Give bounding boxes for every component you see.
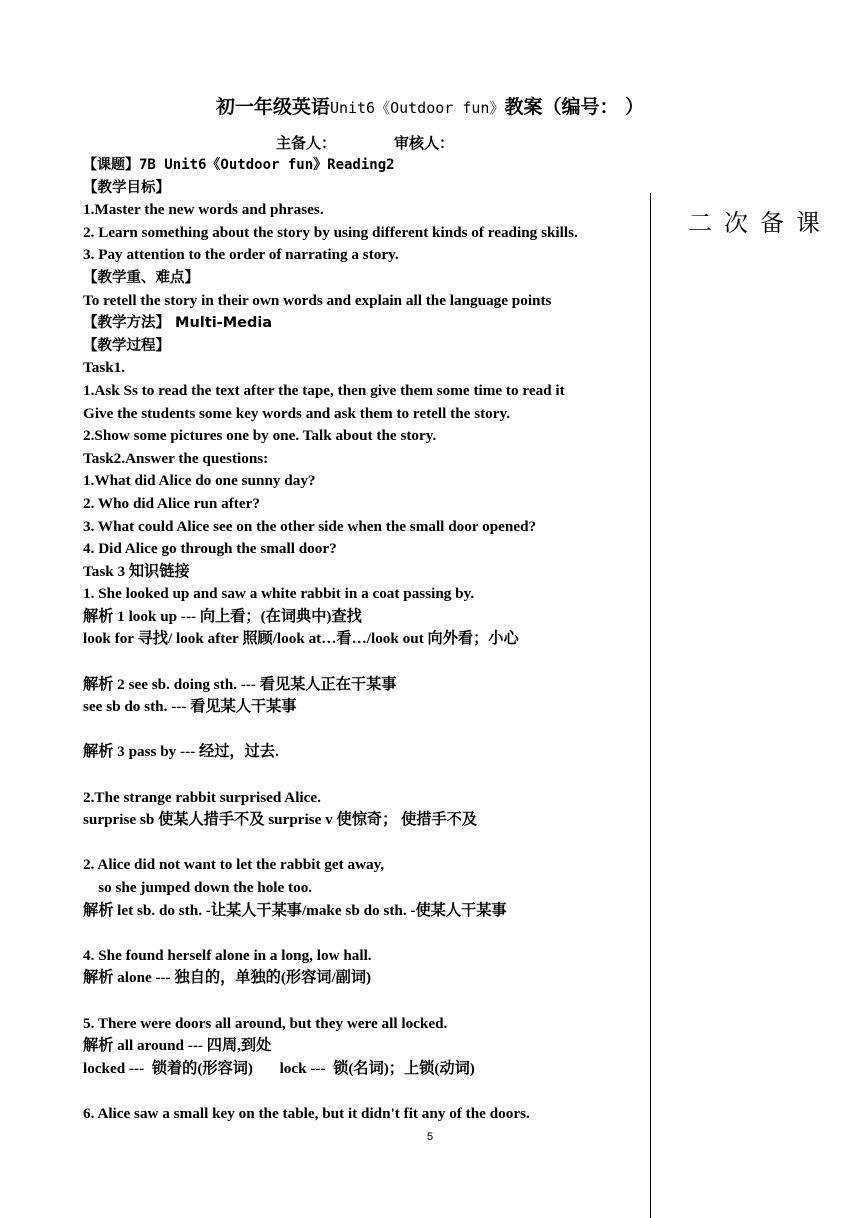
spacer bbox=[83, 1080, 653, 1103]
sentence-3-cont: so she jumped down the hole too. bbox=[83, 879, 313, 896]
task1-step-1b: Give the students some key words and ask them to retell the story. bbox=[83, 404, 511, 422]
document-title bbox=[0, 92, 860, 119]
question-3: 3. What could Alice see on the other side when the small door opened? bbox=[83, 517, 537, 535]
question-2: 2. Who did Alice run after? bbox=[83, 494, 260, 512]
sentence-5: 5. There were doors all around, but they were all locked. bbox=[83, 1014, 448, 1032]
question-4: 4. Did Alice go through the small door? bbox=[83, 540, 337, 558]
key-points-text: To retell the story in their own words and explain all the language points bbox=[83, 291, 552, 309]
task2-heading: Task2.Answer the questions: bbox=[83, 449, 269, 467]
column-divider bbox=[650, 193, 651, 1218]
analysis-surprise: surprise sb 使某人措手不及 surprise v 使惊奇； 使措手不及 bbox=[83, 811, 478, 829]
task1-step-2: 2.Show some pictures one by one. Talk about the story. bbox=[83, 427, 437, 445]
spacer bbox=[83, 832, 653, 855]
sentence-1: 1. She looked up and saw a white rabbit in a coat passing by. bbox=[83, 585, 475, 603]
title-unit: Unit6《Outdoor fun》 bbox=[329, 99, 505, 117]
reviewer-label: 审核人： bbox=[394, 134, 455, 152]
analysis-let: 解析 let sb. do sth. -让某人干某事/make sb do sth. -使某人干某事 bbox=[83, 901, 507, 919]
section-heading-objectives: 【教学目标】 bbox=[83, 179, 170, 196]
spacer bbox=[83, 990, 653, 1013]
preparer-label: 主备人： bbox=[276, 134, 337, 152]
authors-line bbox=[276, 132, 512, 153]
sentence-2: 2.The strange rabbit surprised Alice. bbox=[83, 788, 321, 806]
analysis-locked: locked --- 锁着的(形容词) lock --- 锁(名词)；上锁(动词) bbox=[83, 1059, 475, 1077]
sentence-6: 6. Alice saw a small key on the table, but it didn't fit any of the doors. bbox=[83, 1104, 530, 1122]
spacer bbox=[83, 922, 653, 945]
sentence-3: 2. Alice did not want to let the rabbit get away, bbox=[83, 856, 385, 874]
title-suffix: 教案（编号： ） bbox=[504, 96, 645, 118]
question-1: 1.What did Alice do one sunny day? bbox=[83, 472, 316, 490]
objective-1: 1.Master the new words and phrases. bbox=[83, 201, 324, 219]
task1-step-1: 1.Ask Ss to read the text after the tape, then give them some time to read it bbox=[83, 381, 565, 399]
task1-heading: Task1. bbox=[83, 359, 126, 377]
analysis-all-around: 解析 all around --- 四周,到处 bbox=[83, 1037, 272, 1055]
secondary-prep-label: 二次备课 bbox=[688, 209, 832, 237]
title-prefix: 初一年级英语 bbox=[215, 96, 330, 118]
analysis-2: 解析 2 see sb. doing sth. --- 看见某人正在干某事 bbox=[83, 675, 397, 693]
analysis-1-extra: look for 寻找/ look after 照顾/look at…看…/look out 向外看；小心 bbox=[83, 630, 519, 648]
spacer bbox=[83, 764, 653, 787]
objective-3: 3. Pay attention to the order of narrating a story. bbox=[83, 246, 399, 264]
section-heading-methods: 【教学方法】 Multi-Media bbox=[83, 315, 273, 332]
section-heading-process: 【教学过程】 bbox=[83, 337, 170, 354]
section-heading-key-points: 【教学重、难点】 bbox=[83, 269, 199, 286]
analysis-alone: 解析 alone --- 独自的，单独的(形容词/副词) bbox=[83, 969, 372, 987]
spacer bbox=[83, 651, 653, 674]
topic-line: 【课题】7B Unit6《Outdoor fun》Reading2 bbox=[83, 157, 395, 173]
analysis-3: 解析 3 pass by --- 经过，过去. bbox=[83, 743, 279, 761]
analysis-2-extra: see sb do sth. --- 看见某人干某事 bbox=[83, 698, 297, 716]
page-number: 5 bbox=[426, 1131, 434, 1143]
lesson-body bbox=[83, 154, 653, 1126]
objective-2: 2. Learn something about the story by using different kinds of reading skills. bbox=[83, 223, 578, 241]
analysis-1: 解析 1 look up --- 向上看；(在词典中)查找 bbox=[83, 607, 362, 625]
sentence-4: 4. She found herself alone in a long, low hall. bbox=[83, 946, 372, 964]
spacer bbox=[83, 719, 653, 742]
task3-heading: Task 3 知识链接 bbox=[83, 562, 190, 580]
